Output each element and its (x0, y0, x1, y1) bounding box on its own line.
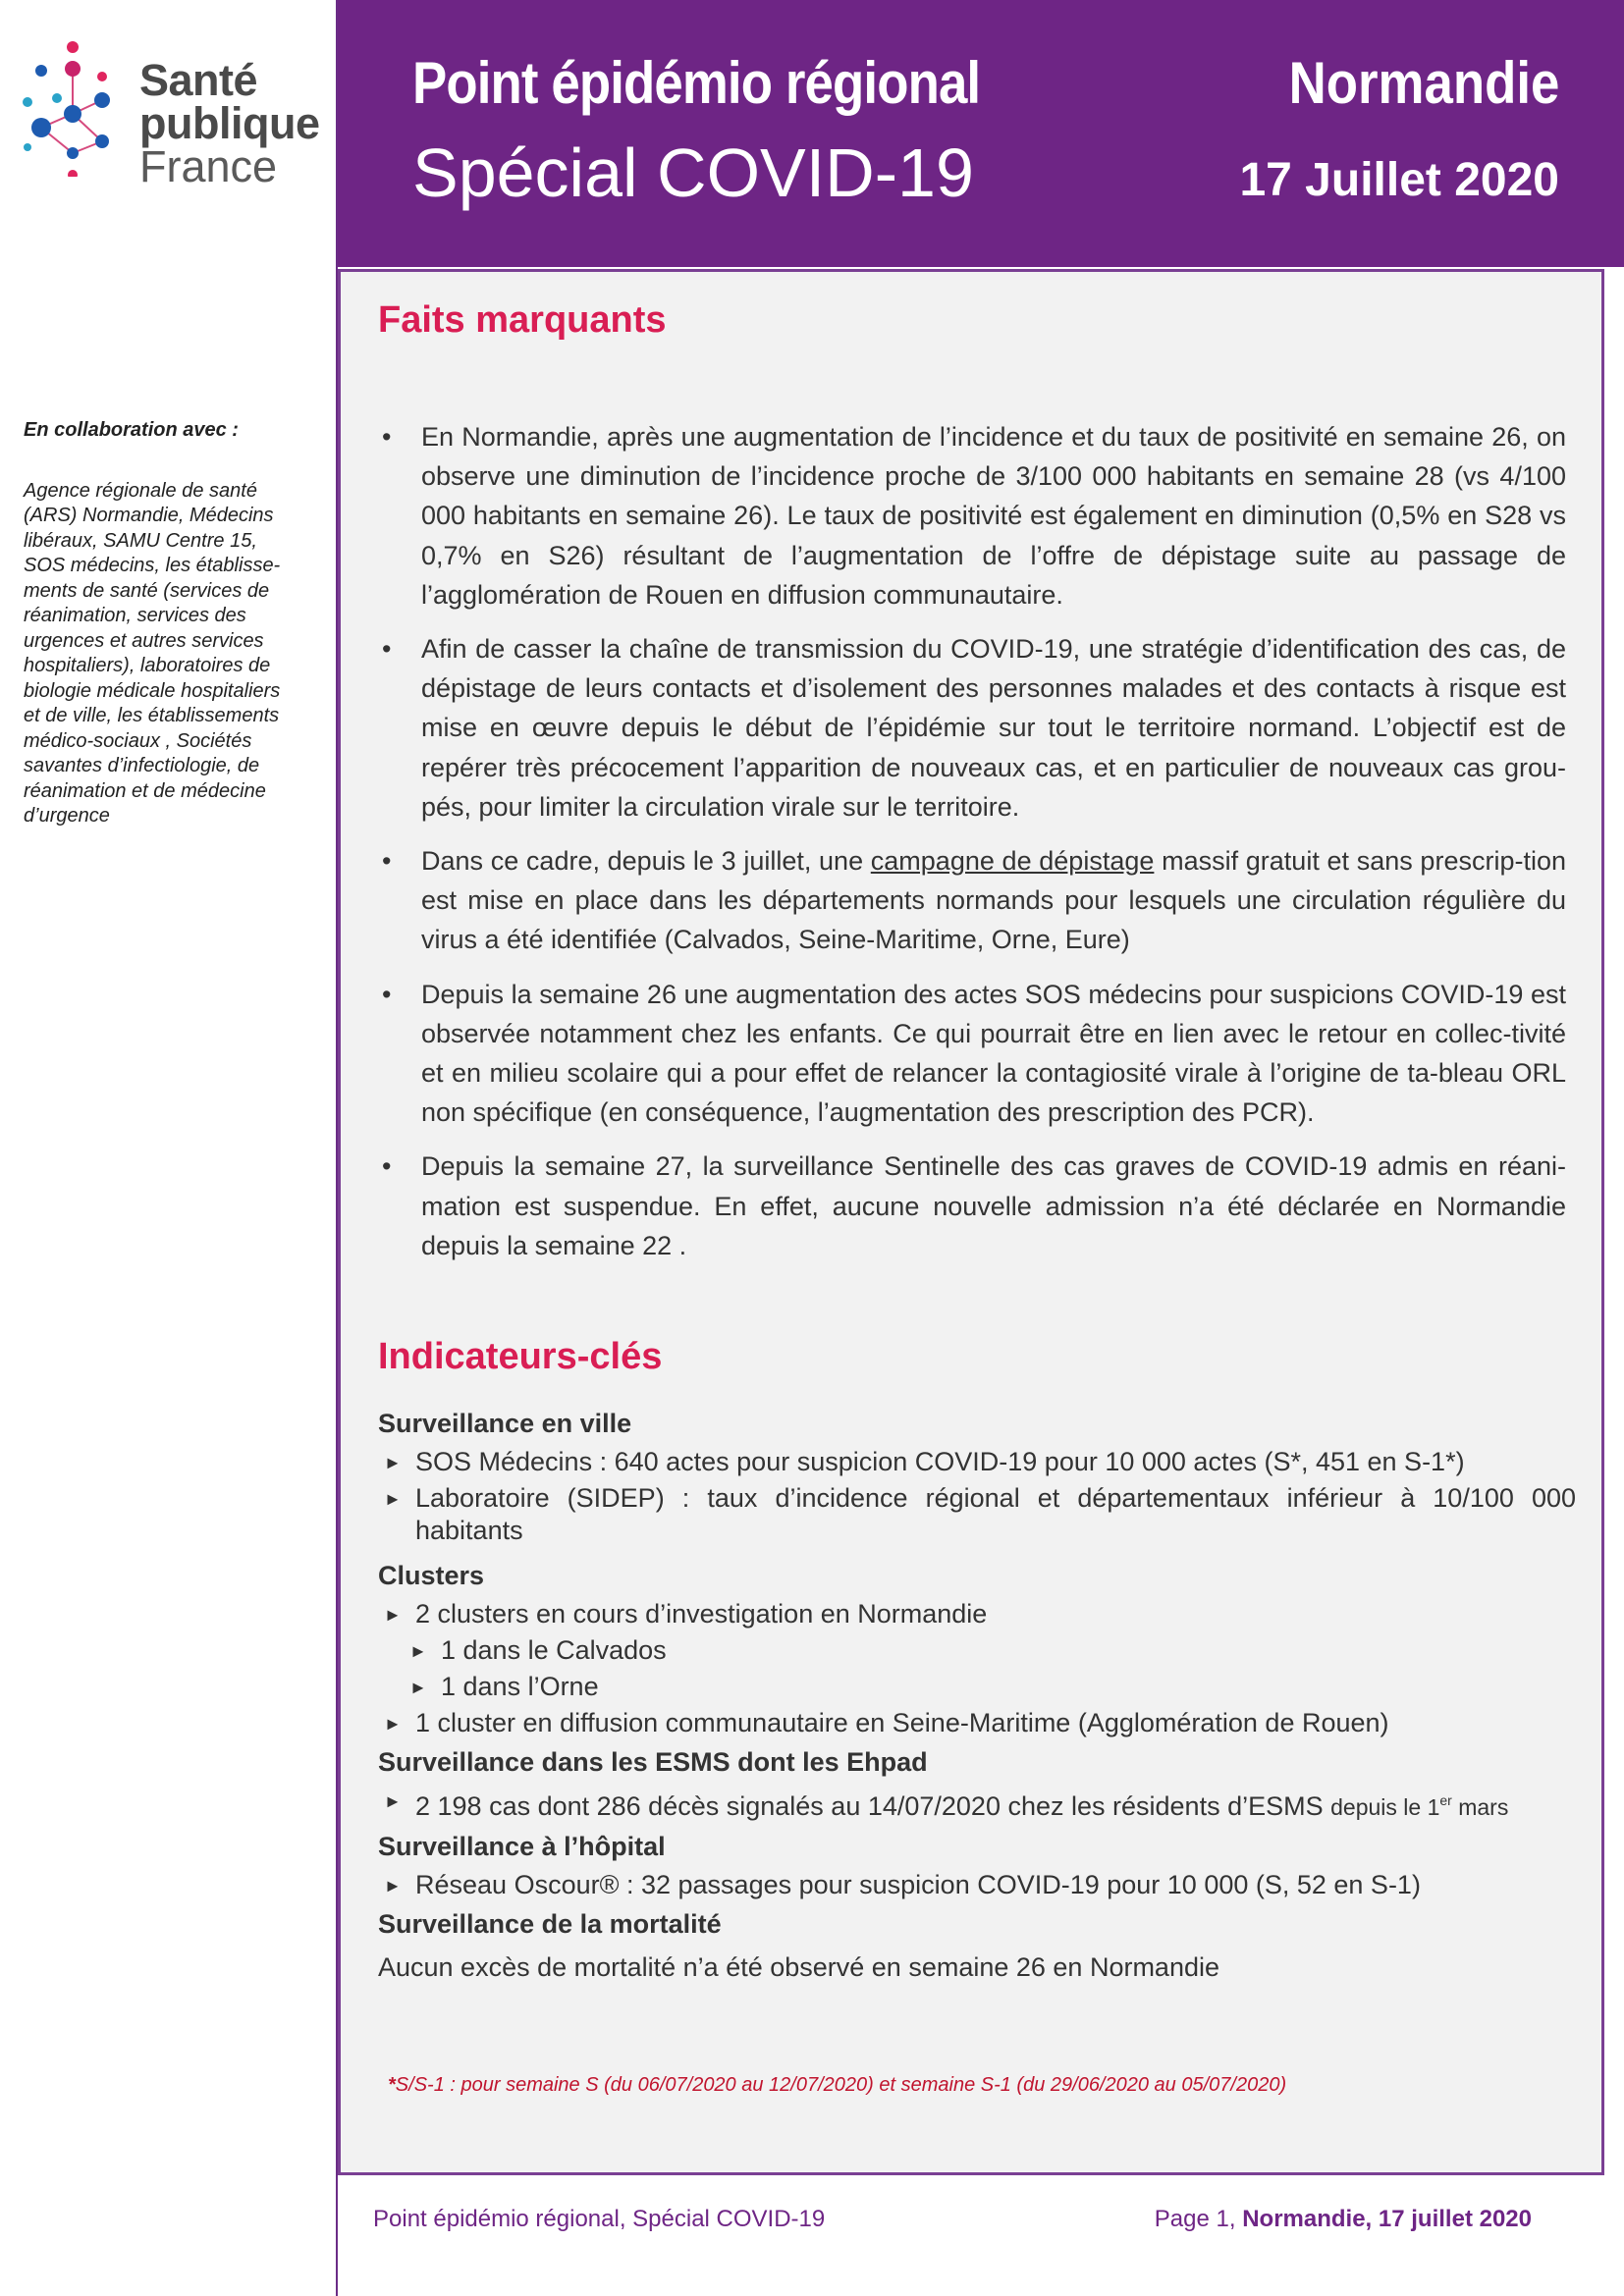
indicator-subrow (378, 1634, 1576, 1667)
arrow-right-icon: ► (384, 1791, 402, 1811)
esms-tail-text: depuis le 1 (1330, 1794, 1440, 1820)
esms-superscript: er (1439, 1792, 1452, 1808)
bullet-icon: • (382, 422, 392, 452)
bullet-icon: • (382, 846, 392, 877)
list-item-text: Afin de casser la chaîne de transmission du COVID-19, une stratégie d’identification des cas, de dépistage de leurs contacts et d’isolement des personnes malades et des contacts à risque est mise en œuvre depuis le début de l’épidémie sur tout le territoire normand. L’objectif est de repérer très précocement l’apparition de nouveaux cas, et en particulier de nouveaux cas grou-pés, pour limiter la circulation virale sur le territoire. (421, 634, 1566, 822)
indicator-row (378, 1598, 1576, 1630)
sante-publique-france-logo (22, 39, 326, 216)
arrow-right-icon: ► (384, 1453, 402, 1472)
footer-region-date: Normandie, 17 juillet 2020 (1242, 2206, 1532, 2232)
laboratoire-text: Laboratoire (SIDEP) : taux d’incidence régional et départementaux inférieur à 10/100 000 habitants (415, 1483, 1576, 1545)
indicateurs-block (378, 1401, 1576, 1986)
logo-line-2: publique (139, 98, 320, 148)
arrow-right-icon: ► (409, 1678, 427, 1697)
faits-marquants-title: Faits marquants (378, 299, 667, 341)
mortalite-text: Aucun excès de mortalité n’a été observé en semaine 26 en Normandie (378, 1952, 1219, 1982)
logo-line-3: France (139, 141, 278, 191)
bullet-icon: • (382, 634, 392, 665)
clusters-orne-text: 1 dans l’Orne (441, 1672, 599, 1701)
logo-line-1: Santé (139, 55, 258, 105)
indicator-subrow (378, 1671, 1576, 1703)
esms-title: Surveillance dans les ESMS dont les Ehpad (378, 1747, 928, 1777)
campagne-depistage-link[interactable]: campagne de dépistage (870, 846, 1155, 877)
bullet-icon: • (382, 979, 392, 1009)
arrow-right-icon: ► (409, 1641, 427, 1661)
oscour-text: Réseau Oscour® : 32 passages pour suspicion COVID-19 pour 10 000 (S, 52 en S-1) (415, 1870, 1421, 1899)
esms-tail-month: mars (1451, 1794, 1509, 1820)
arrow-right-icon: ► (384, 1605, 402, 1625)
list-item (378, 1147, 1566, 1265)
header-region: Normandie (1288, 50, 1559, 116)
logo-dots-icon (22, 39, 130, 177)
logo-wordmark (139, 55, 320, 191)
collaboration-block (24, 418, 318, 829)
clusters-calvados-text: 1 dans le Calvados (441, 1635, 667, 1665)
esms-main-text: 2 198 cas dont 286 décès signalés au 14/07/2020 chez les résidents d’ESMS (415, 1791, 1331, 1821)
list-item (378, 629, 1566, 827)
header-date: 17 Juillet 2020 (1239, 154, 1559, 206)
indicateurs-cles-title: Indicateurs-clés (378, 1336, 663, 1377)
indicator-row (378, 1869, 1576, 1901)
footnote-star: * (388, 2074, 396, 2096)
bullet-icon: • (382, 1151, 392, 1182)
collaboration-title: En collaboration avec : (24, 419, 239, 441)
clusters-rouen-text: 1 cluster en diffusion communautaire en Seine-Maritime (Agglomération de Rouen) (415, 1708, 1389, 1737)
header-title: Point épidémio régional (412, 50, 981, 116)
surveillance-ville-title: Surveillance en ville (378, 1409, 632, 1438)
footer-left: Point épidémio régional, Spécial COVID-19 (373, 2206, 826, 2232)
arrow-right-icon: ► (384, 1714, 402, 1734)
list-item-text: En Normandie, après une augmentation de l’incidence et du taux de positivité en semaine 26, on observe une diminution de l’incidence proche de 3/100 000 habitants en semaine 28 (vs 4/100 000 habitants en semaine 26). Le taux de positivité est également en diminution (0,5% en S28 vs 0,7% en S26) résultant de l’augmentation de l’offre de dépistage suite au passage de l’agglomération de Rouen en diffusion communautaire. (421, 422, 1566, 610)
clusters-title: Clusters (378, 1561, 485, 1590)
indicator-row (378, 1446, 1576, 1478)
list-item (378, 841, 1566, 960)
footnote (388, 2074, 1286, 2097)
main-panel (338, 269, 1604, 2175)
clusters-main-text: 2 clusters en cours d’investigation en Normandie (415, 1599, 988, 1629)
footnote-text: S/S-1 : pour semaine S (du 06/07/2020 au 12/07/2020) et semaine S-1 (du 29/06/2020 au 05/07/2020) (395, 2074, 1287, 2096)
indicator-row (378, 1707, 1576, 1739)
indicator-row (378, 1785, 1576, 1824)
list-item-text-before: Dans ce cadre, depuis le 3 juillet, une (421, 846, 871, 877)
indicator-row (378, 1482, 1576, 1547)
footer-right (1155, 2206, 1532, 2233)
sos-medecins-text: SOS Médecins : 640 actes pour suspicion COVID-19 pour 10 000 actes (S*, 451 en S-1*) (415, 1447, 1465, 1476)
list-item-text: Depuis la semaine 27, la surveillance Sentinelle des cas graves de COVID-19 admis en réani-mation est suspendue. En effet, aucune nouvelle admission n’a été déclarée en Normandie depuis la semaine 22 . (421, 1151, 1566, 1260)
faits-marquants-list (378, 417, 1566, 1280)
mortalite-title: Surveillance de la mortalité (378, 1909, 722, 1939)
list-item-text-after: massif gratuit et sans prescrip-tion est mise en place dans les départements normands pour lesquels une circulation régulière du virus a été identifiée (Calvados, Seine-Maritime, Orne, Eure) (421, 846, 1566, 955)
left-sidebar (0, 0, 336, 2296)
collaboration-partners: Agence régionale de santé (ARS) Normandie, Médecins libéraux, SAMU Centre 15, SOS médecins, les établisse- ments de santé (services de réanimation, services des urgences et autres services hospitaliers), laboratoires de biologie médicale hospitaliers et de ville, les établissements médico-sociaux , Sociétés savantes d’infectiologie, de réanimation et de médecine d’urgence (24, 479, 281, 827)
hopital-title: Surveillance à l’hôpital (378, 1832, 666, 1861)
list-item (378, 417, 1566, 614)
arrow-right-icon: ► (384, 1489, 402, 1509)
arrow-right-icon: ► (384, 1876, 402, 1896)
header-subtitle: Spécial COVID-19 (412, 134, 974, 211)
list-item (378, 975, 1566, 1133)
page-header (338, 0, 1624, 267)
list-item-text: Depuis la semaine 26 une augmentation des actes SOS médecins pour suspicions COVID-19 est observée notamment chez les enfants. Ce qui pourrait être en lien avec le retour en collec-tivité et en milieu scolaire qui a pour effet de relancer la contagiosité virale à l’origine de ta-bleau ORL non spécifique (en conséquence, l’augmentation des prescription des PCR). (421, 979, 1566, 1128)
footer-page: Page 1, (1154, 2206, 1243, 2232)
